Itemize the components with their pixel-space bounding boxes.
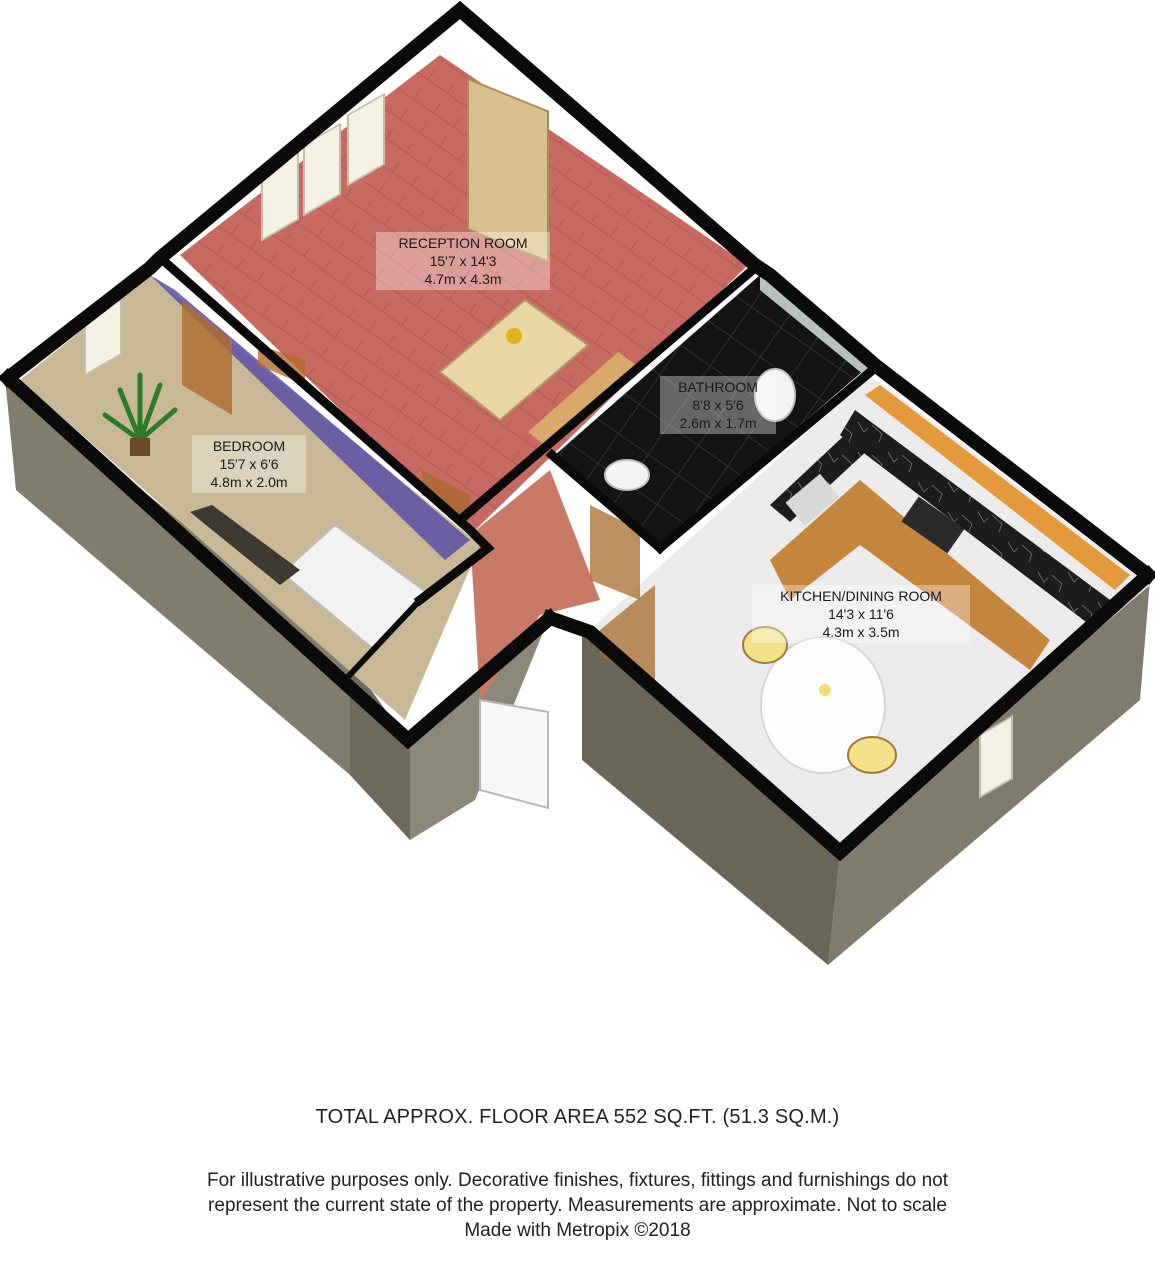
candle [819, 684, 831, 696]
entrance-door [480, 700, 548, 808]
disclaimer-line-1: For illustrative purposes only. Decorative finishes, fixtures, fittings and furnishings do not [207, 1170, 948, 1191]
kitchen-dining-room-imperial: 14'3 x 11'6 [828, 606, 894, 622]
bedroom-imperial: 15'7 x 6'6 [219, 456, 279, 472]
total-floor-area: TOTAL APPROX. FLOOR AREA 552 SQ.FT. (51.3 SQ.M.) [315, 1106, 840, 1128]
fruit-bowl [506, 328, 522, 344]
bathroom-label [660, 376, 776, 434]
reception-room-name: RECEPTION ROOM [398, 235, 528, 251]
chair-2 [848, 737, 896, 773]
bathroom-name: BATHROOM [678, 379, 758, 395]
kitchen-dining-room-name: KITCHEN/DINING ROOM [780, 588, 942, 604]
reception-room-label [376, 232, 550, 290]
bedroom-label [192, 435, 306, 493]
kitchen-dining-room-metric: 4.3m x 3.5m [822, 624, 900, 640]
bathroom-imperial: 8'8 x 5'6 [692, 397, 744, 413]
bathroom-metric: 2.6m x 1.7m [679, 415, 757, 431]
disclaimer-line-2: represent the current state of the property. Measurements are approximate. Not to scale [208, 1195, 947, 1216]
bedroom-name: BEDROOM [212, 438, 286, 454]
washbasin [605, 460, 649, 490]
kitchen-dining-room-label [752, 585, 970, 643]
reception-room-imperial: 15'7 x 14'3 [429, 253, 497, 269]
metropix-credit: Made with Metropix ©2018 [464, 1220, 691, 1241]
reception-room-metric: 4.7m x 4.3m [424, 271, 502, 287]
disclaimer [0, 1168, 1155, 1243]
bedroom-metric: 4.8m x 2.0m [210, 474, 288, 490]
